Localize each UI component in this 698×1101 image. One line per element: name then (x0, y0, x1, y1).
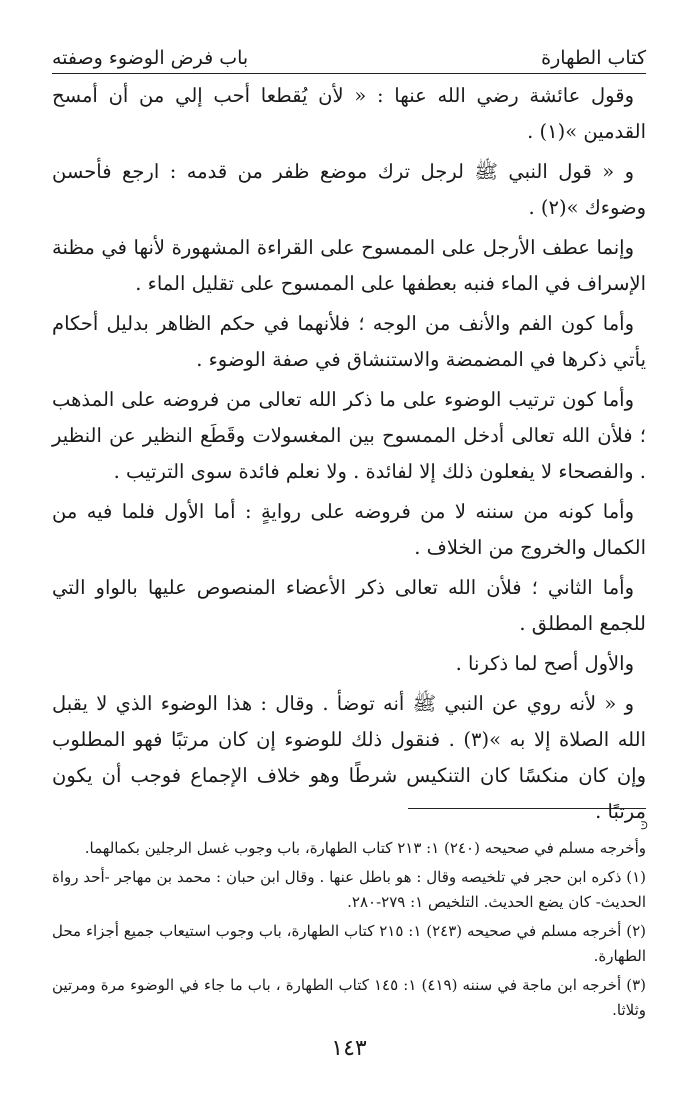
footnote-separator (408, 808, 646, 809)
paragraph: وقول عائشة رضي الله عنها : « لأن يُقطعا أحب إلي من أن أمسح القدمين »(١) . (52, 84, 646, 143)
footnote: (٢) أخرجه مسلم في صحيحه (٢٤٣) ١: ٢١٥ كتاب الطهارة، باب وجوب استيعاب جميع أجزاء محل الطهارة. (52, 922, 646, 965)
paragraph: والأول أصح لما ذكرنا . (455, 652, 634, 675)
paragraph: وأما الثاني ؛ فلأن الله تعالى ذكر الأعضاء المنصوص عليها بالواو التي للجمع المطلق . (52, 576, 646, 635)
paragraph: وأما كون الفم والأنف من الوجه ؛ فلأنهما في حكم الظاهر بدليل أحكام يأتي ذكرها في المضمضة والاستنشاق في صفة الوضوء . (52, 312, 646, 371)
running-header (52, 38, 646, 74)
paragraph: وإنما عطف الأرجل على الممسوح على القراءة المشهورة لأنها في مظنة الإسراف في الماء فنبه بعطفها على الممسوح على تقليل الماء . (52, 236, 646, 295)
paragraph: و « قول النبي ﷺ لرجل ترك موضع ظفر من قدمه : ارجع فأحسن وضوءك »(٢) . (52, 160, 646, 219)
footnote: (١) ذكره ابن حجر في تلخيصه وقال : هو باطل عنها . وقال ابن حبان : محمد بن مهاجر -أحد رواة الحديث- كان يضع الحديث. التلخيص ١: ٢٧٩-٢٨٠. (52, 868, 646, 911)
paragraph: وأما كونه من سننه لا من فروضه على روايةٍ : أما الأول فلما فيه من الكمال والخروج من الخلاف . (52, 500, 646, 559)
footnote: (٣) أخرجه ابن ماجة في سننه (٤١٩) ١: ١٤٥ كتاب الطهارة ، باب ما جاء في الوضوء مرة ومرتين وثلاثا. (52, 976, 647, 1019)
page-number: ١٤٣ (331, 1036, 367, 1061)
header-book-title: كتاب الطهارة (541, 47, 646, 69)
header-chapter-title: باب فرض الوضوء وصفته (52, 47, 249, 69)
main-text (52, 78, 646, 834)
footnote-continuation-mark: ⪽ (640, 818, 648, 833)
footnotes (52, 836, 646, 1027)
footnote: وأخرجه مسلم في صحيحه (٢٤٠) ١: ٢١٣ كتاب الطهارة، باب وجوب غسل الرجلين بكمالهما. (84, 839, 646, 857)
paragraph: وأما كون ترتيب الوضوء على ما ذكر الله تعالى من فروضه على المذهب ؛ فلأن الله تعالى أدخل الممسوح بين المغسولات وقَطَع النظير عن النظير . والفصحاء لا يفعلون ذلك إلا لفائدة . ولا نعلم فائدة سوى الترتيب . (52, 388, 646, 483)
paragraph: و « لأنه روي عن النبي ﷺ أنه توضأ . وقال : هذا الوضوء الذي لا يقبل الله الصلاة إلا به »(٣) . فنقول ذلك للوضوء إن كان مرتبًا فهو المطلوب وإن كان منكسًا كان التنكيس شرطًا وهو خلاف الإجماع فوجب أن يكون مرتبًا . (52, 692, 646, 823)
